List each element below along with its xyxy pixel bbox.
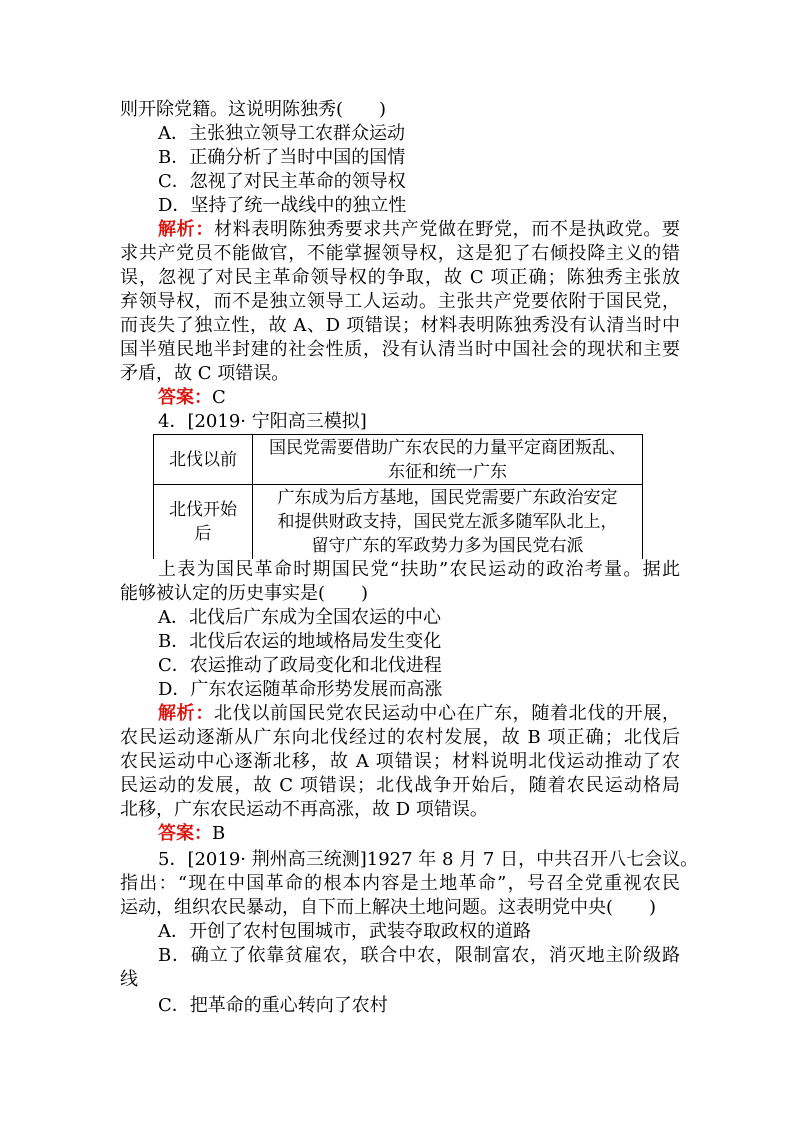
q3-option-c: C．忽视了对民主革命的领导权 [158, 171, 406, 192]
q3-option-d: D．坚持了统一战线中的独立性 [158, 195, 407, 216]
q3-analysis-line-3: 误，忽视了对民主革命领导权的争取，故 C 项正确；陈独秀主张放 [120, 267, 680, 288]
q4-analysis-line-4: 民运动的发展，故 C 项错误；北伐战争开始后，随着农民运动格局 [120, 775, 680, 796]
q4-option-d: D．广东农运随革命形势发展而高涨 [158, 679, 443, 700]
q4-table-row-head: 北伐开始 后 [154, 485, 253, 559]
q4-table-row-content: 国民党需要借助广东农民的力量平定商团叛乱、 东征和统一广东 [253, 435, 643, 485]
q4-stem-line-1: 上表为国民革命时期国民党“扶助”农民运动的政治考量。据此 [158, 559, 680, 580]
q4-table-row-head: 北伐以前 [154, 435, 253, 485]
q5-stem-line-1: 5．[2019· 荆州高三统测]1927 年 8 月 7 日，中共召开八七会议。 [158, 849, 699, 870]
q4-answer-value: B [212, 823, 226, 844]
q3-analysis-line-2: 求共产党员不能做官，不能掌握领导权，这是犯了右倾投降主义的错 [120, 243, 680, 264]
q5-option-c: C．把革命的重心转向了农村 [158, 995, 388, 1016]
q4-analysis-line-1: 解析：北伐以前国民党农民运动中心在广东，随着北伐的开展， [158, 703, 680, 724]
q3-option-b: B．正确分析了当时中国的国情 [158, 147, 406, 168]
q4-answer [158, 822, 680, 846]
q3-analysis-line-5: 而丧失了独立性，故 A、D 项错误；材料表明陈独秀没有认清当时中 [120, 315, 680, 336]
q4-analysis-line-5: 北移，广东农民运动不再高涨，故 D 项错误。 [120, 799, 488, 820]
q4-table-row [154, 485, 643, 559]
q4-answer-label: 答案： [158, 823, 212, 844]
q3-analysis-label: 解析： [158, 219, 214, 240]
q5-option-a: A．开创了农村包围城市，武装夺取政权的道路 [158, 921, 531, 942]
q4-table-row-content: 广东成为后方基地，国民党需要广东政治安定 和提供财政支持，国民党左派多随军队北上， 留守广东的军政势力多为国民党右派 [253, 485, 643, 559]
q3-analysis-line-6: 国半殖民地半封建的社会性质，没有认清当时中国社会的现状和主要 [120, 339, 680, 360]
q4-table-row [154, 435, 643, 485]
q3-answer [158, 386, 680, 410]
q3-answer-label: 答案： [158, 387, 212, 408]
q3-stem: 则开除党籍。这说明陈独秀( ) [120, 99, 387, 120]
q4-table [153, 434, 643, 559]
q4-heading: 4．[2019· 宁阳高三模拟] [158, 411, 367, 432]
q4-stem-line-2: 能够被认定的历史事实是( ) [120, 583, 369, 604]
q4-option-a: A．北伐后广东成为全国农运的中心 [158, 607, 441, 628]
q3-analysis-line-4: 弃领导权，而不是独立领导工人运动。主张共产党要依附于国民党， [120, 291, 680, 312]
q3-answer-value: C [212, 387, 226, 408]
q4-option-b: B．北伐后农运的地域格局发生变化 [158, 631, 442, 652]
q5-stem-line-2: 指出：“现在中国革命的根本内容是土地革命”，号召全党重视农民 [120, 873, 680, 894]
q4-analysis-line-3: 农民运动中心逐渐北移，故 A 项错误；材料说明北伐运动推动了农 [120, 751, 680, 772]
q5-option-b: B．确立了依靠贫雇农，联合中农，限制富农，消灭地主阶级路 [158, 945, 680, 966]
q3-analysis-line-1: 解析：材料表明陈独秀要求共产党做在野党，而不是执政党。要 [158, 219, 680, 240]
q4-analysis-label: 解析： [158, 703, 214, 724]
q5-stem-line-3: 运动，组织农民暴动，自下而上解决土地问题。这表明党中央( ) [120, 897, 657, 918]
q3-option-a: A．主张独立领导工农群众运动 [158, 123, 405, 144]
q4-analysis-line-2: 农民运动逐渐从广东向北伐经过的农村发展，故 B 项正确；北伐后 [120, 727, 680, 748]
q4-option-c: C．农运推动了政局变化和北伐进程 [158, 655, 442, 676]
q5-option-b-cont: 线 [120, 969, 138, 990]
q3-analysis-line-7: 矛盾，故 C 项错误。 [120, 363, 290, 384]
